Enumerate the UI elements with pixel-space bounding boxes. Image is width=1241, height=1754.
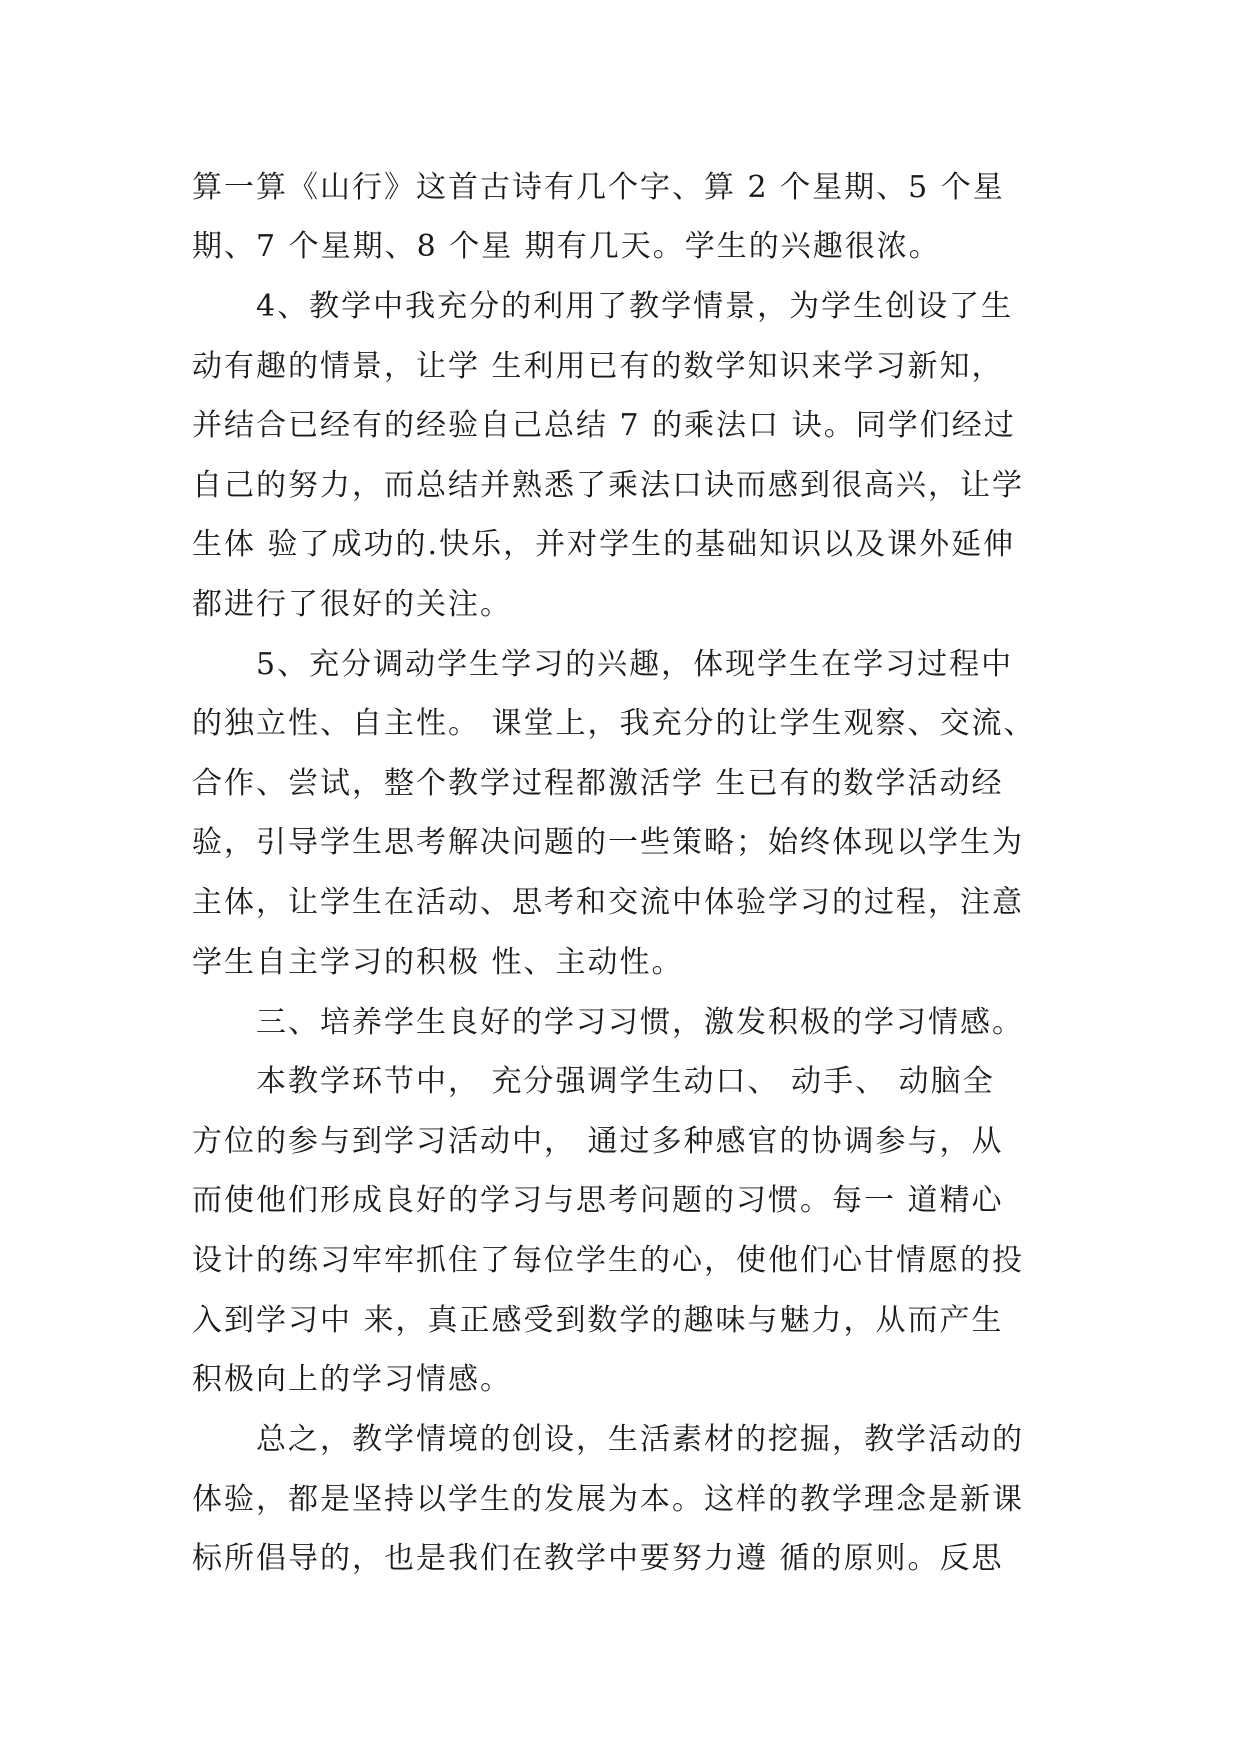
- text-line: 期、7 个星期、8 个星 期有几天。学生的兴趣很浓。: [192, 229, 941, 264]
- paragraph-start-line: 本教学环节中， 充分强调学生动口、 动手、 动脑全: [256, 1064, 995, 1099]
- text-line: 并结合已经有的经验自己总结 7 的乘法口 诀。同学们经过: [192, 408, 1016, 443]
- text-line: 体验，都是坚持以学生的发展为本。这样的教学理念是新课: [192, 1482, 1024, 1517]
- text-line: 动有趣的情景，让学 生利用已有的数学知识来学习新知，: [192, 349, 1004, 384]
- text-line: 合作、尝试，整个教学过程都激活学 生已有的数学活动经: [192, 766, 1004, 801]
- text-line: 入到学习中 来，真正感受到数学的趣味与魅力，从而产生: [192, 1303, 1004, 1338]
- text-line: 而使他们形成良好的学习与思考问题的习惯。每一 道精心: [192, 1183, 1004, 1218]
- text-line: 学生自主学习的积极 性、主动性。: [192, 945, 684, 980]
- paragraph-start-line: 4、教学中我充分的利用了教学情景，为学生创设了生: [256, 289, 1014, 324]
- text-line: 标所倡导的，也是我们在教学中要努力遵 循的原则。反思: [192, 1541, 1004, 1576]
- text-line: 都进行了很好的关注。: [192, 587, 512, 622]
- text-line: 积极向上的学习情感。: [192, 1362, 512, 1397]
- text-line: 的独立性、自主性。 课堂上，我充分的让学生观察、交流、: [192, 706, 1036, 741]
- paragraph-start-line: 总之，教学情境的创设，生活素材的挖掘，教学活动的: [256, 1422, 1024, 1457]
- paragraph-start-line: 5、充分调动学生学习的兴趣，体现学生在学习过程中: [256, 647, 1014, 682]
- text-line: 自己的努力，而总结并熟悉了乘法口诀而感到很高兴，让学: [192, 468, 1024, 503]
- text-line: 主体，让学生在活动、思考和交流中体验学习的过程，注意: [192, 885, 1024, 920]
- text-line: 设计的练习牢牢抓住了每位学生的心，使他们心甘情愿的投: [192, 1243, 1024, 1278]
- text-line: 验，引导学生思考解决问题的一些策略；始终体现以学生为: [192, 825, 1024, 860]
- text-line: 算一算《山行》这首古诗有几个字、算 2 个星期、5 个星: [192, 170, 1005, 205]
- section-heading: 三、培养学生良好的学习习惯，激发积极的学习情感。: [256, 1005, 1024, 1040]
- text-line: 生体 验了成功的.快乐，并对学生的基础知识以及课外延伸: [192, 527, 1016, 562]
- text-line: 方位的参与到学习活动中， 通过多种感官的协调参与，从: [192, 1124, 1004, 1159]
